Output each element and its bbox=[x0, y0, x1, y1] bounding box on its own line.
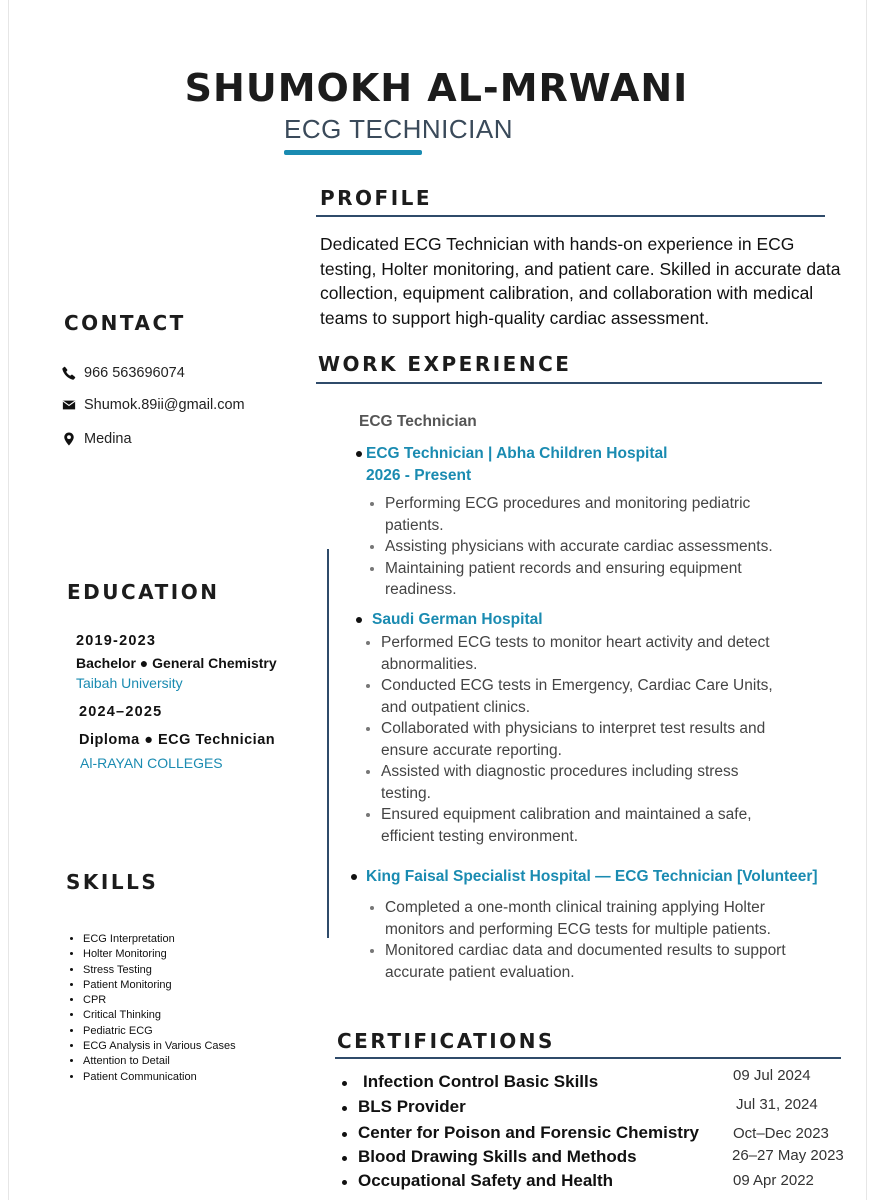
job-title: ECG TECHNICIAN bbox=[284, 114, 513, 144]
job-period: 2026 - Present bbox=[366, 467, 472, 484]
skill-item: • CPR bbox=[83, 993, 236, 1008]
contact-phone bbox=[62, 365, 185, 381]
job-bullet-dot bbox=[356, 451, 362, 457]
duty-item: • Ensured equipment calibration and maintained a safe, efficient testing environment. bbox=[381, 804, 776, 847]
email-text: Shumok.89ii@gmail.com bbox=[84, 397, 245, 413]
profile-rule bbox=[316, 215, 825, 217]
duty-item: • Assisting physicians with accurate cardiac assessments. bbox=[385, 536, 805, 558]
skill-item: • Holter Monitoring bbox=[83, 947, 236, 962]
contact-email bbox=[62, 397, 245, 413]
job-duties bbox=[367, 897, 815, 983]
edu-school: Al-RAYAN COLLEGES bbox=[80, 755, 223, 771]
skill-item: • ECG Analysis in Various Cases bbox=[83, 1039, 236, 1054]
cert-name: Blood Drawing Skills and Methods bbox=[358, 1147, 637, 1166]
duty-item: • Monitored cardiac data and documented results to support accurate patient evaluation. bbox=[385, 940, 815, 983]
location-text: Medina bbox=[84, 431, 132, 447]
edu-school: Taibah University bbox=[76, 675, 183, 691]
location-pin-icon bbox=[62, 432, 76, 446]
duty-item: • Maintaining patient records and ensuring equipment readiness. bbox=[385, 558, 805, 601]
phone-icon bbox=[62, 366, 76, 380]
phone-text: 966 563696074 bbox=[84, 365, 185, 381]
cert-date: Jul 31, 2024 bbox=[736, 1096, 818, 1113]
duty-item: • Completed a one-month clinical training applying Holter monitors and performing ECG tests for multiple patients. bbox=[385, 897, 815, 940]
cert-date: 09 Jul 2024 bbox=[733, 1067, 811, 1084]
profile-text: Dedicated ECG Technician with hands-on experience in ECG testing, Holter monitoring, and patient care. Skilled in accurate data collection, equipment calibration, and collaboration with medical teams to support high-quality cardiac assessment. bbox=[320, 234, 841, 328]
duty-item: • Collaborated with physicians to interpret test results and ensure accurate reporting. bbox=[381, 718, 776, 761]
job-bullet-dot bbox=[356, 617, 362, 623]
skill-item: • Pediatric ECG bbox=[83, 1024, 236, 1039]
job-title: Saudi German Hospital bbox=[372, 611, 543, 628]
edu-degree: Bachelor ● General Chemistry bbox=[76, 655, 277, 671]
profile-heading: PROFILE bbox=[320, 186, 433, 210]
edu-degree: Diploma ● ECG Technician bbox=[79, 732, 276, 748]
cert-bullet bbox=[342, 1081, 347, 1086]
certifications-rule bbox=[335, 1057, 841, 1059]
cert-name: Center for Poison and Forensic Chemistry bbox=[358, 1123, 700, 1142]
experience-rule bbox=[316, 382, 822, 384]
skills-list bbox=[68, 932, 236, 1085]
skill-item: • Patient Communication bbox=[83, 1070, 236, 1085]
cert-name: Infection Control Basic Skills bbox=[363, 1072, 599, 1091]
contact-location bbox=[62, 431, 132, 447]
cert-date: 09 Apr 2022 bbox=[733, 1172, 814, 1189]
job-title: King Faisal Specialist Hospital — ECG Technician [Volunteer] bbox=[366, 868, 818, 885]
skills-heading: SKILLS bbox=[66, 870, 159, 894]
cert-bullet bbox=[342, 1156, 347, 1161]
skill-item: • Patient Monitoring bbox=[83, 978, 236, 993]
edu-years: 2019-2023 bbox=[76, 633, 157, 649]
skill-item: • ECG Interpretation bbox=[83, 932, 236, 947]
cert-date: Oct–Dec 2023 bbox=[733, 1125, 829, 1142]
skill-item: • Attention to Detail bbox=[83, 1054, 236, 1069]
experience-subheading: ECG Technician bbox=[359, 413, 477, 430]
email-icon bbox=[62, 398, 76, 412]
experience-heading: WORK EXPERIENCE bbox=[318, 352, 572, 376]
job-bullet-dot bbox=[351, 874, 357, 880]
duty-item: • Assisted with diagnostic procedures including stress testing. bbox=[381, 761, 776, 804]
cert-name: BLS Provider bbox=[358, 1097, 466, 1116]
candidate-name: SHUMOKH AL-MRWANI bbox=[184, 66, 689, 110]
cert-bullet bbox=[342, 1106, 347, 1111]
cert-bullet bbox=[342, 1132, 347, 1137]
duty-item: • Performing ECG procedures and monitoring pediatric patients. bbox=[385, 493, 805, 536]
cert-name: Occupational Safety and Health bbox=[358, 1171, 614, 1190]
job-title: ECG Technician | Abha Children Hospital bbox=[366, 445, 668, 462]
cert-date: 26–27 May 2023 bbox=[732, 1147, 844, 1164]
cert-bullet bbox=[342, 1180, 347, 1185]
contact-heading: CONTACT bbox=[64, 311, 186, 335]
education-heading: EDUCATION bbox=[67, 580, 220, 604]
duty-item: • Performed ECG tests to monitor heart activity and detect abnormalities. bbox=[381, 632, 776, 675]
certifications-heading: CERTIFICATIONS bbox=[337, 1029, 555, 1053]
skill-item: • Critical Thinking bbox=[83, 1008, 236, 1023]
job-duties bbox=[367, 493, 805, 601]
timeline-line bbox=[327, 549, 329, 938]
duty-item: • Conducted ECG tests in Emergency, Cardiac Care Units, and outpatient clinics. bbox=[381, 675, 776, 718]
title-underline bbox=[284, 150, 422, 155]
edu-years: 2024–2025 bbox=[79, 704, 163, 720]
job-duties bbox=[363, 632, 776, 847]
skill-item: • Stress Testing bbox=[83, 963, 236, 978]
